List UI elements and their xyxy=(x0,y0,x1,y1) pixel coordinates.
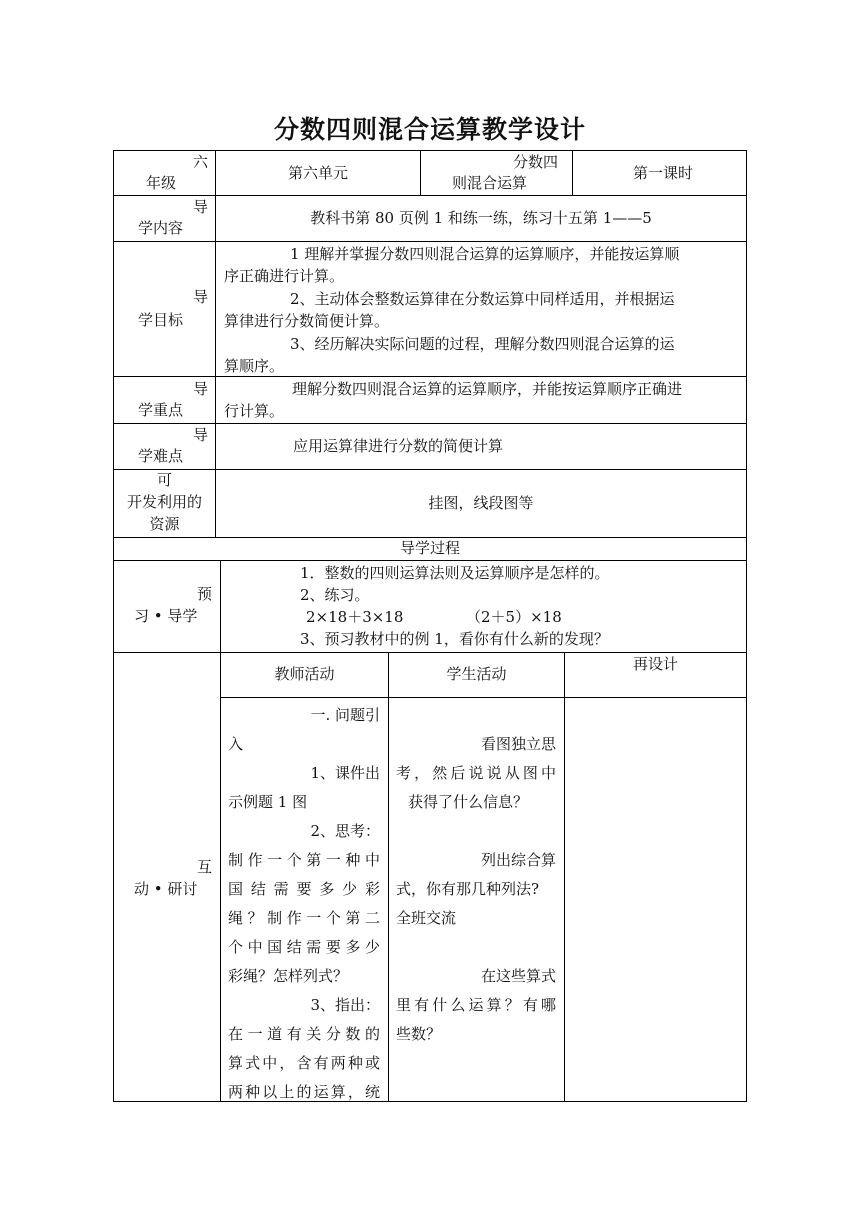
table-border-top xyxy=(113,150,747,151)
column-divider xyxy=(420,150,421,195)
interaction-label-bottom: 动 • 研讨 xyxy=(134,880,198,898)
student-activity-line: 考，然后说说从图中 xyxy=(396,764,556,782)
row-divider xyxy=(113,652,747,653)
teacher-activity-line: 算式中，含有两种或 xyxy=(228,1054,380,1072)
grade-label-bottom: 年级 xyxy=(146,174,177,192)
goals-line: 算顺序。 xyxy=(224,357,285,375)
interaction-label-top: 互 xyxy=(196,858,212,876)
column-divider xyxy=(220,560,221,1102)
resources-label-3: 资源 xyxy=(149,515,180,533)
row-divider xyxy=(220,697,747,698)
goals-label-bottom: 学目标 xyxy=(138,311,184,329)
document-title: 分数四则混合运算教学设计 xyxy=(273,115,586,144)
student-activity-line: 获得了什么信息？ xyxy=(408,793,529,811)
table-border-right xyxy=(746,150,747,1102)
preview-line: 2、练习。 xyxy=(300,586,370,604)
goals-line: 3、经历解决实际问题的过程，理解分数四则混合运算的运 xyxy=(290,335,675,353)
goals-line: 1 理解并掌握分数四则混合运算的运算顺序，并能按运算顺 xyxy=(290,245,680,263)
difficulty-label-top: 导 xyxy=(192,426,208,444)
student-activity-line: 在这些算式 xyxy=(480,967,556,985)
teacher-activity-line: 一. 问题引 xyxy=(310,706,380,724)
student-activity-line: 看图独立思 xyxy=(480,735,556,753)
teacher-activity-line: 3、指出： xyxy=(310,996,380,1014)
redesign-header: 再设计 xyxy=(632,655,678,673)
table-border-left xyxy=(113,150,114,1102)
content-label-top: 导 xyxy=(192,198,208,216)
resources-label-1: 可 xyxy=(156,471,172,489)
teacher-activity-line: 入 xyxy=(228,735,244,753)
table-border-bottom xyxy=(113,1101,747,1102)
column-divider xyxy=(572,150,573,195)
resources-label-2: 开发利用的 xyxy=(126,493,202,511)
topic-cell-top: 分数四 xyxy=(512,153,558,171)
preview-line: 3、预习教材中的例 1，看你有什么新的发现？ xyxy=(300,630,609,648)
content-label-bottom: 学内容 xyxy=(138,219,184,237)
teacher-activity-line: 制作一个第一种中 xyxy=(228,851,380,869)
student-activity-line: 里有什么运算？有哪 xyxy=(396,996,556,1014)
goals-line: 算律进行分数简便计算。 xyxy=(224,312,390,330)
preview-line: 1．整数的四则运算法则及运算顺序是怎样的。 xyxy=(300,564,610,582)
preview-label-top: 预 xyxy=(196,585,212,603)
teacher-activity-line: 示例题 1 图 xyxy=(228,793,308,811)
teacher-activity-line: 1、课件出 xyxy=(310,764,380,782)
grade-label-top: 六 xyxy=(192,153,208,171)
teacher-activity-line: 两种以上的运算，统 xyxy=(228,1083,380,1101)
content-text: 教科书第 80 页例 1 和练一练，练习十五第 1——5 xyxy=(310,209,652,227)
key-label-bottom: 学重点 xyxy=(138,401,184,419)
teacher-activity-line: 绳？制作一个第二 xyxy=(228,909,380,927)
teacher-activity-line: 国 结 需 要 多 少 彩 xyxy=(228,880,380,898)
teacher-activity-line: 在一道有关分数的 xyxy=(228,1025,380,1043)
row-divider xyxy=(113,423,747,424)
key-line: 理解分数四则混合运算的运算顺序，并能按运算顺序正确进 xyxy=(292,380,683,398)
goals-label-top: 导 xyxy=(192,288,208,306)
process-title: 导学过程 xyxy=(399,539,460,557)
teacher-activity-line: 个中国结需要多少 xyxy=(228,938,380,956)
student-activity-line: 列出综合算 xyxy=(480,851,556,869)
resources-text: 挂图，线段图等 xyxy=(428,494,534,512)
column-divider xyxy=(564,652,565,1102)
goals-line: 2、主动体会整数运算律在分数运算中同样适用，并根据运 xyxy=(290,290,675,308)
student-activity-line: 些数？ xyxy=(396,1025,442,1043)
preview-label-bottom: 习 • 导学 xyxy=(134,607,198,625)
unit-cell: 第六单元 xyxy=(287,164,348,182)
teacher-activity-line: 2、思考： xyxy=(310,822,380,840)
topic-cell-bottom: 则混合运算 xyxy=(452,174,528,192)
difficulty-label-bottom: 学难点 xyxy=(138,447,184,465)
goals-line: 序正确进行计算。 xyxy=(224,267,345,285)
student-activity-line: 式，你有那几种列法? xyxy=(396,880,540,898)
preview-expression-1: 2×18＋3×18 xyxy=(306,608,404,626)
student-activity-header: 学生活动 xyxy=(446,665,507,683)
teacher-activity-header: 教师活动 xyxy=(274,665,335,683)
key-label-top: 导 xyxy=(192,380,208,398)
column-divider xyxy=(388,652,389,1102)
lesson-cell: 第一课时 xyxy=(632,164,693,182)
row-divider xyxy=(113,195,747,196)
key-line: 行计算。 xyxy=(224,402,285,420)
difficulty-text: 应用运算律进行分数的简便计算 xyxy=(293,437,504,455)
row-divider xyxy=(113,560,747,561)
preview-expression-2: （2＋5）×18 xyxy=(466,608,562,626)
teacher-activity-line: 彩绳？怎样列式？ xyxy=(228,967,349,985)
student-activity-line: 全班交流 xyxy=(396,909,457,927)
